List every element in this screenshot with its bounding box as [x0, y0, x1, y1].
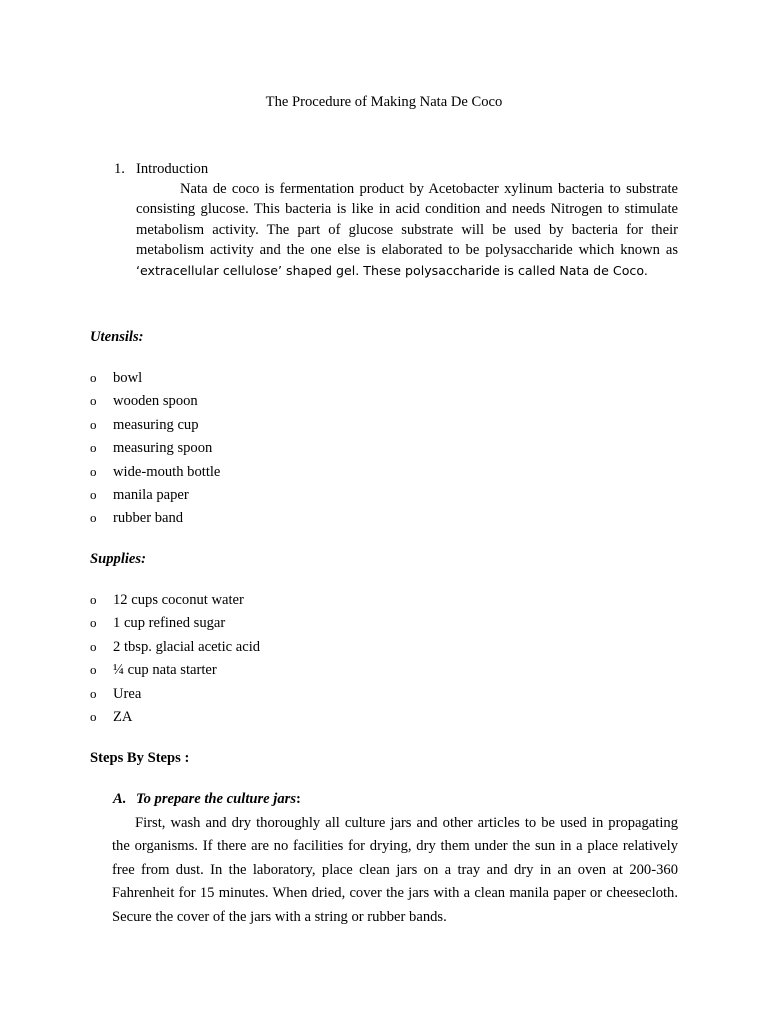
bullet-icon: o: [90, 416, 97, 432]
list-item: [90, 413, 220, 436]
introduction-paragraph-tail: ‘extracellular cellulose’ shaped gel. These polysaccharide is called Nata de Coco.: [136, 262, 648, 278]
bullet-icon: o: [90, 486, 97, 502]
introduction-paragraph-main: Nata de coco is fermentation product by Acetobacter xylinum bacteria to substrate consisting glucose. This bacteria is like in acid condition and needs Nitrogen to stimulate metabolism activity. The part of glucose substrate will be used by bacteria for their metabolism activity and the one else is elaborated to be polysaccharide which known as: [136, 181, 678, 259]
bullet-icon: o: [90, 592, 97, 607]
supplies-list: [90, 588, 260, 728]
bullet-icon: o: [90, 463, 97, 479]
bullet-icon: o: [90, 440, 97, 456]
list-item-text: rubber band: [113, 510, 184, 527]
list-item: [90, 635, 260, 658]
list-item: [90, 460, 220, 483]
list-item-text: 12 cups coconut water: [113, 592, 244, 608]
list-item-text: wooden spoon: [113, 393, 198, 410]
list-item-text: bowl: [113, 370, 143, 386]
step-a-title: To prepare the culture jars: [136, 791, 297, 807]
step-a-heading: [113, 789, 301, 809]
list-item: [90, 705, 260, 728]
bullet-icon: o: [90, 662, 97, 678]
step-a-colon: :: [296, 791, 301, 807]
list-item-text: ZA: [113, 708, 133, 725]
list-item-text: measuring cup: [113, 416, 199, 433]
list-item-text: 1 cup refined sugar: [113, 615, 226, 632]
introduction-number: 1.: [114, 161, 125, 177]
list-item-text: ¼ cup nata starter: [113, 662, 217, 679]
supplies-heading: Supplies:: [90, 551, 146, 567]
list-item: [90, 389, 220, 412]
bullet-icon: o: [90, 370, 97, 385]
list-item: [90, 483, 220, 506]
steps-heading: Steps By Steps :: [90, 750, 190, 766]
introduction-heading: [114, 159, 208, 179]
list-item-text: measuring spoon: [113, 440, 213, 457]
list-item: [90, 682, 260, 705]
bullet-icon: o: [90, 685, 97, 701]
bullet-icon: o: [90, 615, 97, 631]
bullet-icon: o: [90, 393, 97, 409]
list-item: [90, 506, 220, 529]
document-title: The Procedure of Making Nata De Coco: [265, 94, 503, 110]
utensils-heading: Utensils:: [90, 329, 144, 345]
list-item: [90, 611, 260, 634]
list-item: [90, 658, 260, 681]
introduction-paragraph: [136, 179, 678, 281]
list-item: [90, 436, 220, 459]
bullet-icon: o: [90, 638, 97, 654]
list-item-text: Urea: [113, 685, 142, 702]
list-item-text: manila paper: [113, 486, 189, 503]
list-item: [90, 588, 260, 611]
utensils-list: [90, 366, 220, 530]
bullet-icon: o: [90, 510, 97, 526]
step-a-paragraph: First, wash and dry thoroughly all culture jars and other articles to be used in propagating the organisms. If there are no facilities for drying, dry them under the sun in a place relatively free from dust. In the laboratory, place clean jars on a tray and dry in an oven at 200-360 Fahrenheit for 15 minutes. When dried, cover the jars with a clean manila paper or cheesecloth. Secure the cover of the jars with a string or rubber bands.: [112, 815, 678, 925]
list-item-text: wide-mouth bottle: [113, 463, 221, 480]
introduction-heading-text: Introduction: [136, 161, 209, 177]
list-item-text: 2 tbsp. glacial acetic acid: [113, 638, 261, 655]
bullet-icon: o: [90, 708, 97, 724]
step-a-letter: A.: [113, 791, 127, 807]
list-item: [90, 366, 220, 389]
